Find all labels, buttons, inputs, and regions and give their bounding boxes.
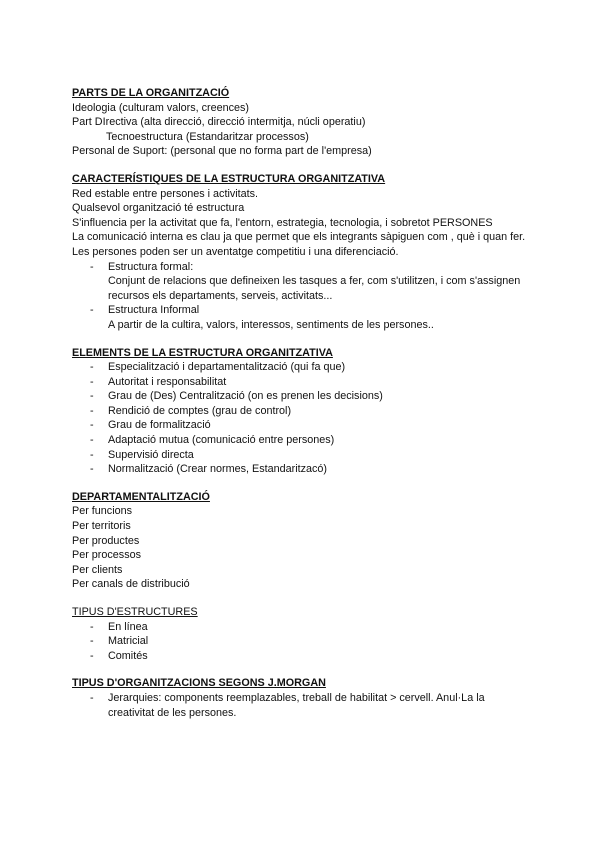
list-item-text: Grau de (Des) Centralització (on es prenen les decisions)	[108, 390, 383, 403]
list-item-description: A partir de la cultira, valors, interessos, sentiments de les persones..	[108, 318, 434, 331]
text-line: Per productes	[72, 534, 140, 547]
dash-bullet: -	[90, 304, 94, 317]
list-item-text: Matricial	[108, 635, 149, 648]
list-item-text: Rendició de comptes (grau de control)	[108, 404, 292, 417]
list-item-text: Comités	[108, 649, 148, 662]
list-item-text: Adaptació mutua (comunicació entre persones)	[108, 434, 335, 447]
list-item	[72, 404, 532, 419]
list-item	[72, 260, 532, 304]
list-item	[72, 303, 532, 332]
text-line: S'influencia per la activitat que fa, l'entorn, estrategia, tecnologia, i sobretot PERSONES	[72, 216, 493, 229]
list-item-text: Autoritat i responsabilitat	[108, 375, 227, 388]
section-title-parts: PARTS DE LA ORGANITZACIÓ	[72, 87, 230, 99]
dash-bullet: -	[90, 375, 94, 388]
list-item-text: Supervisió directa	[108, 448, 194, 461]
list-item	[72, 620, 532, 635]
dash-bullet: -	[90, 463, 94, 476]
list-item-label: Estructura Informal	[108, 304, 200, 317]
list-item	[72, 634, 532, 649]
list-item-description: Conjunt de relacions que defineixen les tasques a fer, com s'utilitzen, i com s'assignen recursos els departaments, serveis, activitats...	[108, 275, 521, 302]
list-item	[72, 649, 532, 664]
list-item-text: Especialització i departamentalització (qui fa que)	[108, 361, 346, 374]
dash-bullet: -	[90, 620, 94, 633]
text-line: Part DIrectiva (alta direcció, direcció intermitja, núcli operatiu)	[72, 116, 366, 129]
dash-bullet: -	[90, 260, 94, 273]
section-title-tipus-estructures: TIPUS D'ESTRUCTURES	[72, 606, 198, 618]
text-line: Qualsevol organització té estructura	[72, 202, 245, 215]
text-line: Red estable entre persones i activitats.	[72, 187, 259, 200]
text-line: La comunicació interna es clau ja que permet que els integrants sàpiguen com , què i quan fer.	[72, 231, 526, 244]
text-line: Per clients	[72, 563, 123, 576]
dash-bullet: -	[90, 419, 94, 432]
text-line: Per funcions	[72, 505, 133, 518]
list-item	[72, 691, 532, 720]
elements-list	[72, 360, 532, 477]
list-item	[72, 375, 532, 390]
dash-bullet: -	[90, 448, 94, 461]
text-line: Per canals de distribució	[72, 578, 190, 591]
text-line: Ideologia (culturam valors, creences)	[72, 101, 250, 114]
list-item	[72, 433, 532, 448]
dash-bullet: -	[90, 434, 94, 447]
list-item	[72, 360, 532, 375]
dash-bullet: -	[90, 390, 94, 403]
text-line-indented: Tecnoestructura (Estandaritzar processos)	[106, 130, 309, 143]
structure-type-list	[72, 260, 532, 333]
text-line: Personal de Suport: (personal que no forma part de l'empresa)	[72, 145, 372, 158]
list-item	[72, 462, 532, 477]
list-item	[72, 389, 532, 404]
text-line: Per processos	[72, 549, 142, 562]
section-title-departamentalitzacio: DEPARTAMENTALITZACIÓ	[72, 490, 210, 503]
list-item	[72, 448, 532, 463]
dash-bullet: -	[90, 649, 94, 662]
section-title-elements: ELEMENTS DE LA ESTRUCTURA ORGANITZATIVA	[72, 346, 333, 359]
section-title-caracteristiques: CARACTERÍSTIQUES DE LA ESTRUCTURA ORGANITZATIVA	[72, 172, 386, 185]
section-title-morgan: TIPUS D'ORGANITZACIONS SEGONS J.MORGAN	[72, 677, 326, 690]
dash-bullet: -	[90, 691, 94, 704]
text-line: Per territoris	[72, 520, 131, 533]
list-item-label: Estructura formal:	[108, 260, 194, 273]
list-item-text: Grau de formalització	[108, 419, 211, 432]
dash-bullet: -	[90, 404, 94, 417]
text-line: Les persones poden ser un aventatge competitiu i una diferenciació.	[72, 245, 399, 258]
list-item-text: En línea	[108, 620, 148, 633]
list-item-text: Normalització (Crear normes, Estandaritzacó)	[108, 463, 328, 476]
structure-kinds-list	[72, 620, 532, 664]
dash-bullet: -	[90, 361, 94, 374]
list-item	[72, 418, 532, 433]
document-page	[72, 86, 532, 720]
dash-bullet: -	[90, 635, 94, 648]
morgan-list	[72, 691, 532, 720]
list-item-text: Jerarquies: components reemplazables, treball de habilitat > cervell. Anul·La la creativitat de les persones.	[108, 691, 485, 719]
